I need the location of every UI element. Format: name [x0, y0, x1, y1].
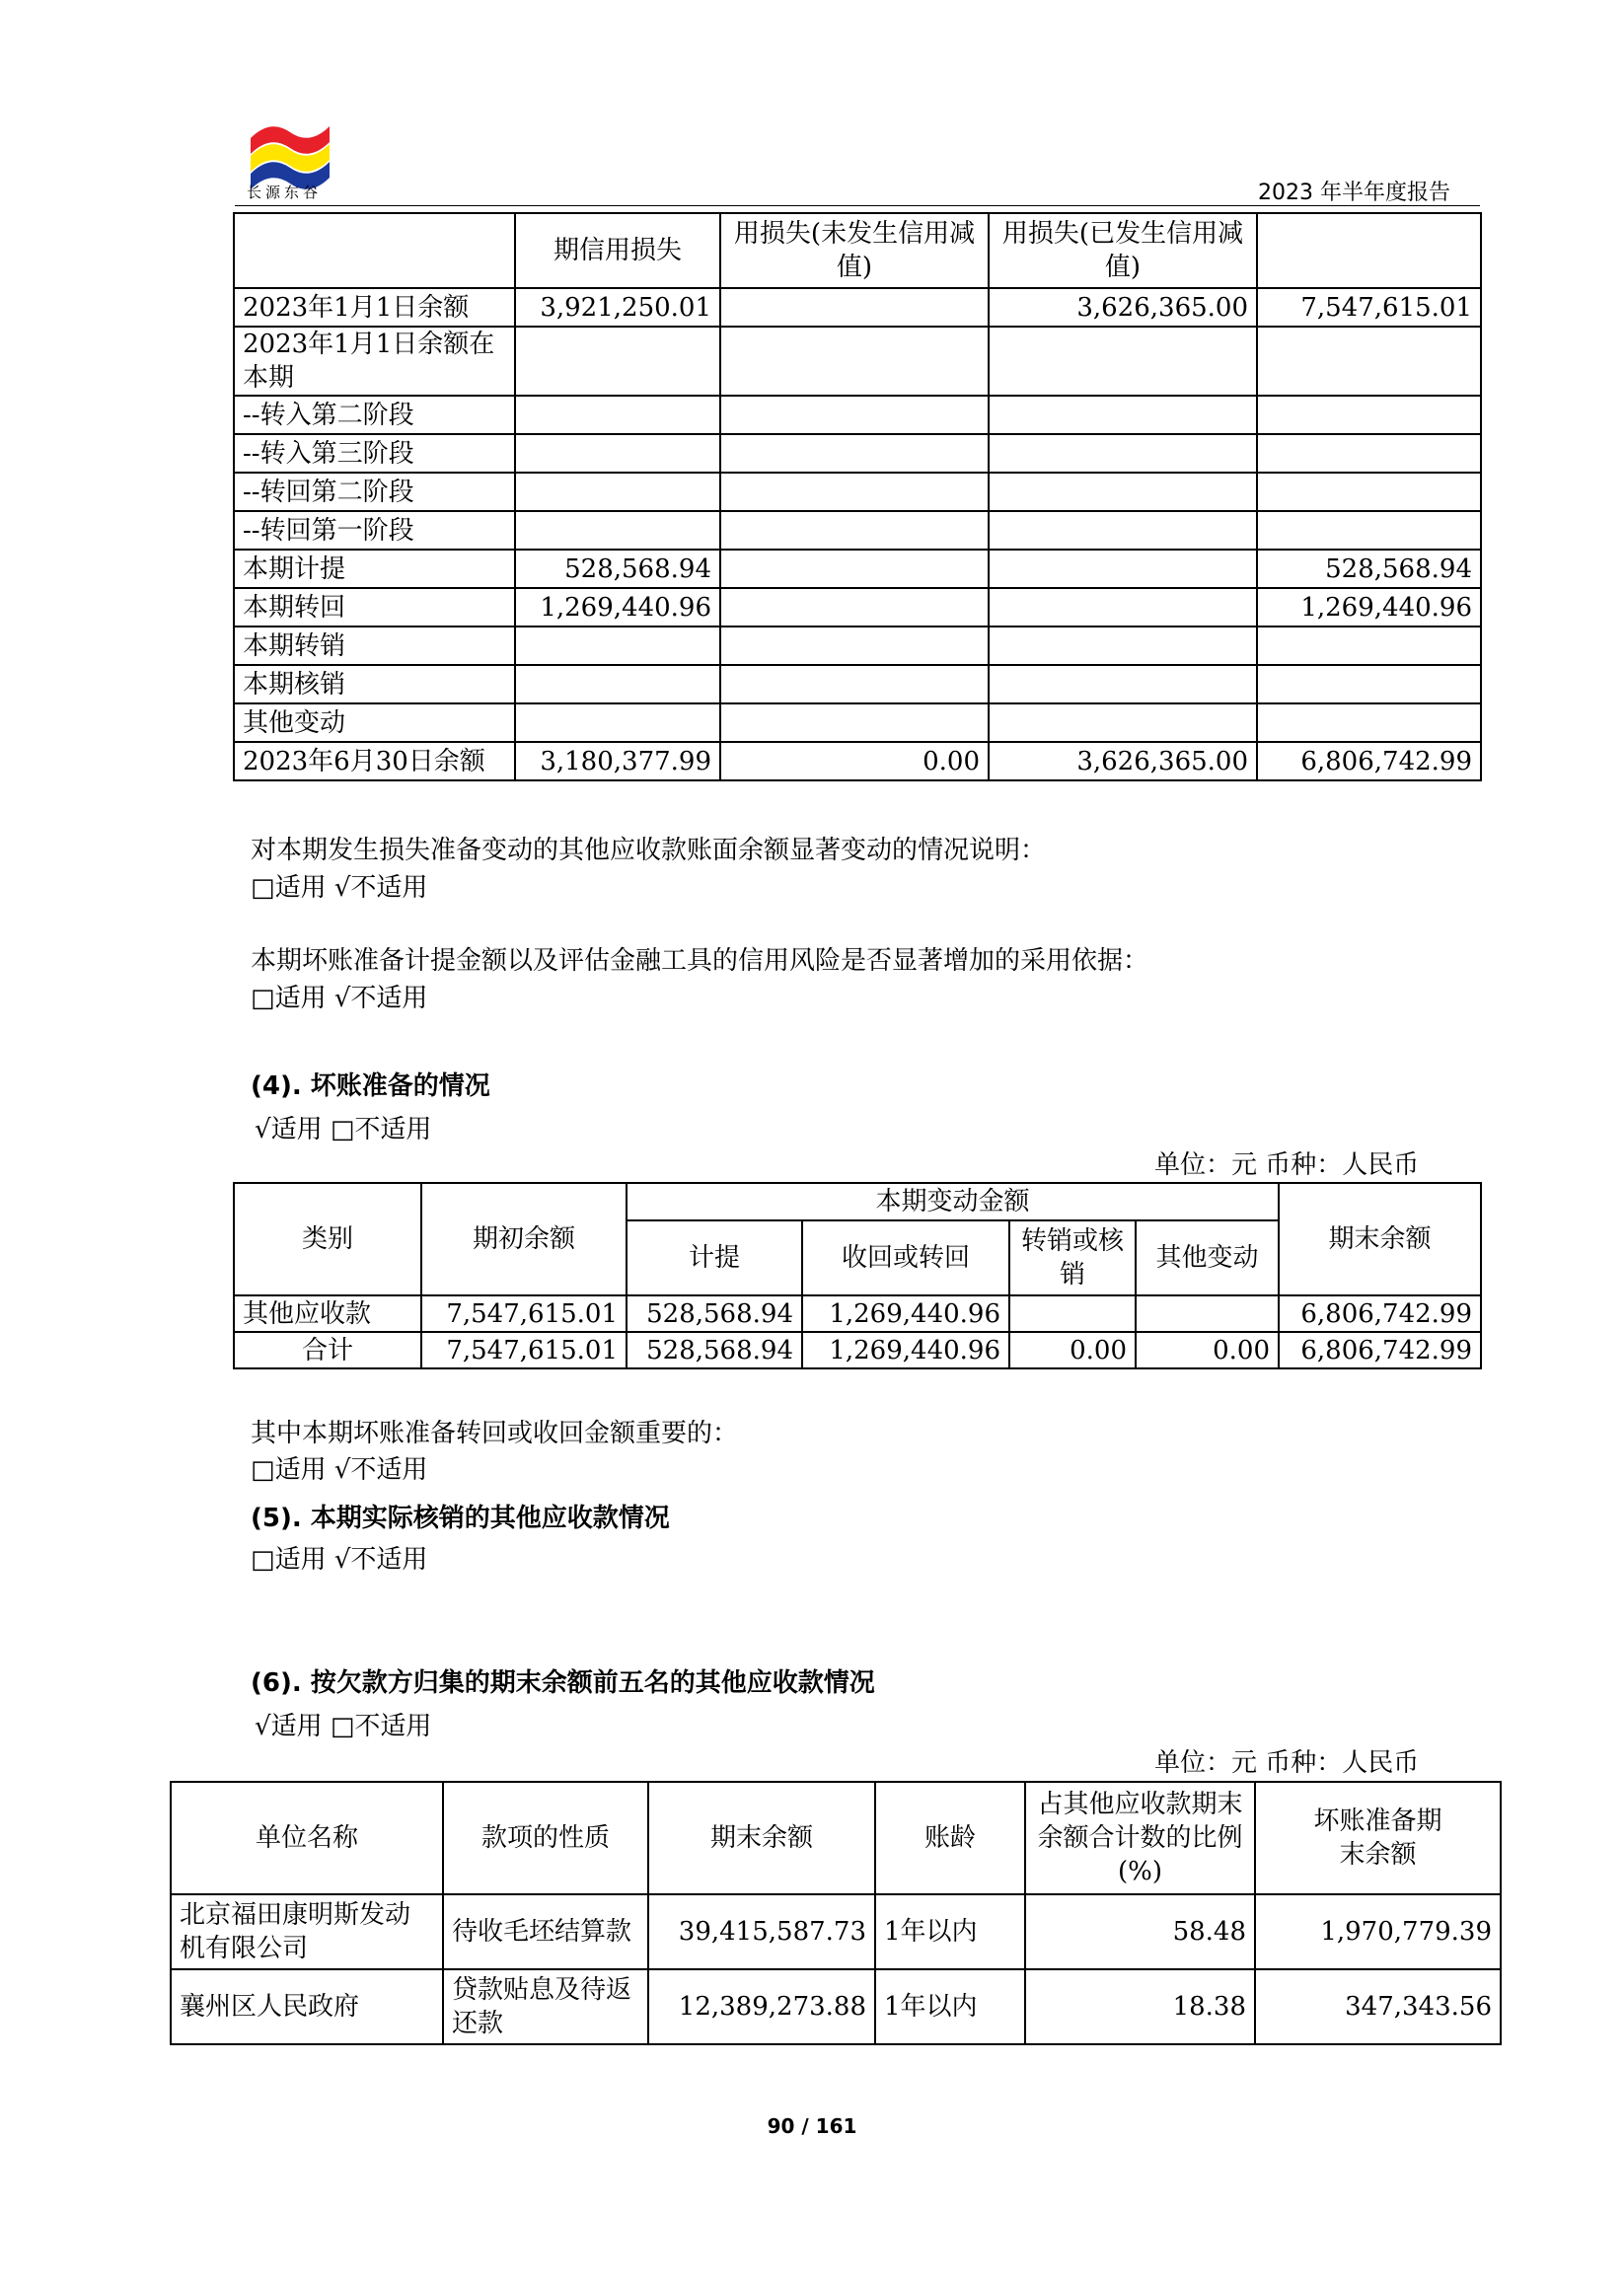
table-cell	[989, 511, 1257, 550]
table-cell	[989, 327, 1257, 396]
table-cell: 6,806,742.99	[1279, 1295, 1481, 1332]
table-cell	[1009, 1295, 1136, 1332]
loss-provision-table	[233, 212, 1482, 781]
table-cell	[989, 665, 1257, 703]
table-cell: 1年以内	[875, 1894, 1025, 1969]
table-cell	[1257, 473, 1481, 511]
top-debtors-table	[170, 1781, 1502, 2045]
applicability-choice: □适用 √不适用	[251, 873, 428, 903]
table-cell	[989, 703, 1257, 742]
table-cell: 其他变动	[234, 703, 515, 742]
table-cell: 贷款贴息及待返还款	[443, 1969, 648, 2044]
table-row	[234, 473, 1481, 511]
header-writeoff: 转销或核销	[1009, 1220, 1136, 1295]
table-cell: 1,269,440.96	[515, 588, 720, 627]
header-other: 其他变动	[1136, 1220, 1279, 1295]
table-row	[234, 1332, 1481, 1368]
table-cell	[1257, 665, 1481, 703]
table-row	[234, 396, 1481, 434]
table-cell: --转回第一阶段	[234, 511, 515, 550]
table-cell: 2023年1月1日余额	[234, 288, 515, 327]
table-cell	[989, 627, 1257, 665]
table-cell	[720, 703, 989, 742]
header-cell: 坏账准备期末余额	[1255, 1782, 1501, 1894]
table-cell	[720, 665, 989, 703]
table-cell	[720, 434, 989, 473]
table-cell: 7,547,615.01	[1257, 288, 1481, 327]
table-cell: 本期转销	[234, 627, 515, 665]
table-cell: --转回第二阶段	[234, 473, 515, 511]
table-cell: 528,568.94	[1257, 550, 1481, 588]
provision-basis-note: 本期坏账准备计提金额以及评估金融工具的信用风险是否显著增加的采用依据：	[251, 946, 1149, 976]
table-cell	[515, 627, 720, 665]
header-divider	[235, 205, 1480, 206]
recovery-note: 其中本期坏账准备转回或收回金额重要的：	[251, 1419, 739, 1448]
table-cell	[720, 327, 989, 396]
header-provision: 计提	[627, 1220, 802, 1295]
header-cell: 单位名称	[171, 1782, 443, 1894]
table-cell: 其他应收款	[234, 1295, 421, 1332]
logo-text: 长源东谷	[247, 184, 323, 201]
table-cell	[989, 396, 1257, 434]
table-cell: 本期转回	[234, 588, 515, 627]
table-cell: 1,269,440.96	[802, 1332, 1009, 1368]
provision-change-note: 对本期发生损失准备变动的其他应收款账面余额显著变动的情况说明：	[251, 836, 1047, 865]
table-cell: 北京福田康明斯发动机有限公司	[171, 1894, 443, 1969]
table-cell	[720, 473, 989, 511]
table-cell	[515, 434, 720, 473]
table-cell	[720, 588, 989, 627]
header-cell: 期末余额	[648, 1782, 875, 1894]
section-5-title: (5). 本期实际核销的其他应收款情况	[251, 1504, 670, 1533]
table-cell	[989, 550, 1257, 588]
table-header-row	[234, 213, 1481, 288]
table-cell: 12,389,273.88	[648, 1969, 875, 2044]
table-row	[234, 1295, 1481, 1332]
table-cell: 本期核销	[234, 665, 515, 703]
table-cell	[515, 665, 720, 703]
table-cell: 3,626,365.00	[989, 742, 1257, 780]
table-cell	[720, 511, 989, 550]
table-cell	[720, 396, 989, 434]
table-row	[234, 511, 1481, 550]
table-cell: 528,568.94	[627, 1295, 802, 1332]
table-cell: 0.00	[1009, 1332, 1136, 1368]
table-cell: 1,970,779.39	[1255, 1894, 1501, 1969]
table-row	[234, 434, 1481, 473]
table-cell: 58.48	[1025, 1894, 1255, 1969]
table-cell: 18.38	[1025, 1969, 1255, 2044]
table-header-row	[171, 1782, 1501, 1894]
table-cell	[515, 327, 720, 396]
bad-debt-table	[233, 1182, 1482, 1369]
table-cell	[1257, 627, 1481, 665]
table-cell: 6,806,742.99	[1279, 1332, 1481, 1368]
table-cell	[1257, 434, 1481, 473]
table-cell: 合计	[234, 1332, 421, 1368]
table-row	[234, 627, 1481, 665]
table-cell	[1257, 703, 1481, 742]
table-cell: 襄州区人民政府	[171, 1969, 443, 2044]
unit-currency: 单位：元 币种：人民币	[1154, 1748, 1420, 1778]
table-row	[234, 550, 1481, 588]
table-row	[234, 665, 1481, 703]
applicability-choice: □适用 √不适用	[251, 984, 428, 1013]
table-cell	[1136, 1295, 1279, 1332]
table-cell	[515, 473, 720, 511]
table-header-row	[234, 1183, 1481, 1220]
page-number: 90 / 161	[767, 2114, 857, 2138]
table-cell	[989, 434, 1257, 473]
table-cell: 6,806,742.99	[1257, 742, 1481, 780]
applicability-choice: □适用 √不适用	[251, 1455, 428, 1485]
table-cell: --转入第二阶段	[234, 396, 515, 434]
table-cell	[720, 627, 989, 665]
table-cell	[1257, 327, 1481, 396]
table-cell: 本期计提	[234, 550, 515, 588]
table-cell	[989, 473, 1257, 511]
table-cell: 1,269,440.96	[1257, 588, 1481, 627]
table-row	[234, 327, 1481, 396]
table-cell: 0.00	[720, 742, 989, 780]
table-row	[234, 742, 1481, 780]
unit-currency: 单位：元 币种：人民币	[1154, 1150, 1420, 1180]
table-cell: 528,568.94	[627, 1332, 802, 1368]
header-cell	[234, 213, 515, 288]
header-cell: 账龄	[875, 1782, 1025, 1894]
table-cell: 3,921,250.01	[515, 288, 720, 327]
table-cell: 3,180,377.99	[515, 742, 720, 780]
header-cell: 款项的性质	[443, 1782, 648, 1894]
applicability-choice: √适用 □不适用	[255, 1712, 432, 1741]
table-cell: 7,547,615.01	[421, 1332, 627, 1368]
header-category: 类别	[234, 1183, 421, 1295]
section-6-title: (6). 按欠款方归集的期末余额前五名的其他应收款情况	[251, 1668, 875, 1698]
table-cell	[720, 288, 989, 327]
table-cell: 0.00	[1136, 1332, 1279, 1368]
table-row	[234, 588, 1481, 627]
header-cell: 占其他应收款期末余额合计数的比例(%)	[1025, 1782, 1255, 1894]
table-cell: 39,415,587.73	[648, 1894, 875, 1969]
table-cell: 528,568.94	[515, 550, 720, 588]
header-cell: 用损失(已发生信用减值)	[989, 213, 1257, 288]
table-cell	[515, 396, 720, 434]
table-cell: 7,547,615.01	[421, 1295, 627, 1332]
table-row	[171, 1969, 1501, 2044]
header-cell	[1257, 213, 1481, 288]
header-cell: 用损失(未发生信用减值)	[720, 213, 989, 288]
table-cell	[515, 511, 720, 550]
table-cell: 1,269,440.96	[802, 1295, 1009, 1332]
header-closing-balance: 期末余额	[1279, 1183, 1481, 1295]
table-row	[171, 1894, 1501, 1969]
table-cell	[720, 550, 989, 588]
table-cell	[1257, 511, 1481, 550]
table-cell: 待收毛坯结算款	[443, 1894, 648, 1969]
table-cell	[989, 588, 1257, 627]
header-cell: 期信用损失	[515, 213, 720, 288]
table-row	[234, 703, 1481, 742]
table-cell	[1257, 396, 1481, 434]
table-row	[234, 288, 1481, 327]
table-cell: 1年以内	[875, 1969, 1025, 2044]
table-cell	[515, 703, 720, 742]
applicability-choice: √适用 □不适用	[255, 1115, 432, 1144]
table-cell: 347,343.56	[1255, 1969, 1501, 2044]
header-period-change: 本期变动金额	[627, 1183, 1279, 1220]
header-opening-balance: 期初余额	[421, 1183, 627, 1295]
report-title: 2023 年半年度报告	[1258, 181, 1450, 205]
table-cell: --转入第三阶段	[234, 434, 515, 473]
table-cell: 2023年1月1日余额在本期	[234, 327, 515, 396]
table-cell: 3,626,365.00	[989, 288, 1257, 327]
table-cell: 2023年6月30日余额	[234, 742, 515, 780]
header-recovery: 收回或转回	[802, 1220, 1009, 1295]
applicability-choice: □适用 √不适用	[251, 1545, 428, 1575]
section-4-title: (4). 坏账准备的情况	[251, 1071, 490, 1101]
